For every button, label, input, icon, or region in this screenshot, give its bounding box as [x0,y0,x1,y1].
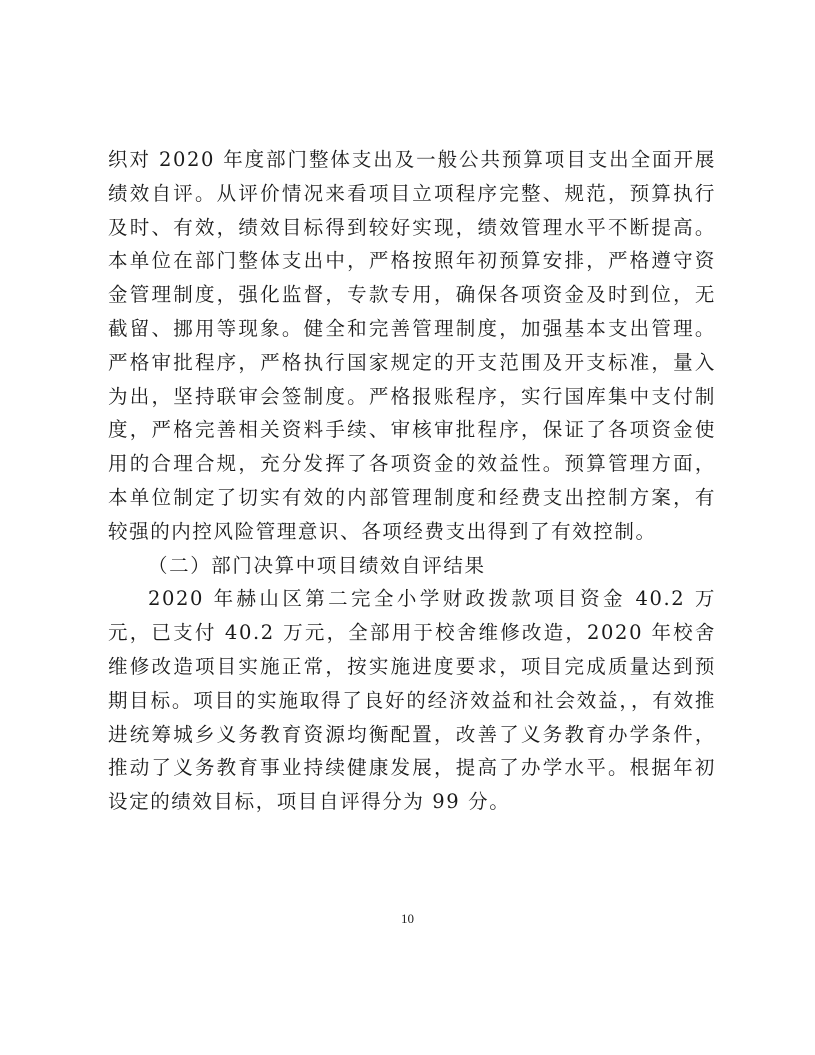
page-number: 10 [401,911,414,926]
section-paragraph: 2020 年赫山区第二完全小学财政拨款项目资金 40.2 万元，已支付 40.2 万元，全部用于校舍维修改造，2020 年校舍维修改造项目实施正常，按实施进度要求，项目完成质量达到预期目标。项目的实施取得了良好的经济效益和社会效益，，有效推进统筹城乡义务教育资源均衡配置，改善了义务教育办学条件，推动了义务教育事业持续健康发展，提高了办学水平。根据年初设定的绩效目标，项目自评得分为 99 分。 [108,587,716,814]
continued-paragraph: 织对 2020 年度部门整体支出及一般公共预算项目支出全面开展绩效自评。从评价情况来看项目立项程序完整、规范，预算执行及时、有效，绩效目标得到较好实现，绩效管理水平不断提高。本单位在部门整体支出中，严格按照年初预算安排，严格遵守资金管理制度，强化监督，专款专用，确保各项资金及时到位，无截留、挪用等现象。健全和完善管理制度，加强基本支出管理。严格审批程序，严格执行国家规定的开支范围及开支标准，量入为出，坚持联审会签制度。严格报账程序，实行国库集中支付制度，严格完善相关资料手续、审核审批程序，保证了各项资金使用的合理合规，充分发挥了各项资金的效益性。预算管理方面，本单位制定了切实有效的内部管理制度和经费支出控制方案，有较强的内控风险管理意识、各项经费支出得到了有效控制。 [108,148,716,543]
section-heading: （二）部门决算中项目绩效自评结果 [148,553,486,577]
document-body [108,143,716,819]
